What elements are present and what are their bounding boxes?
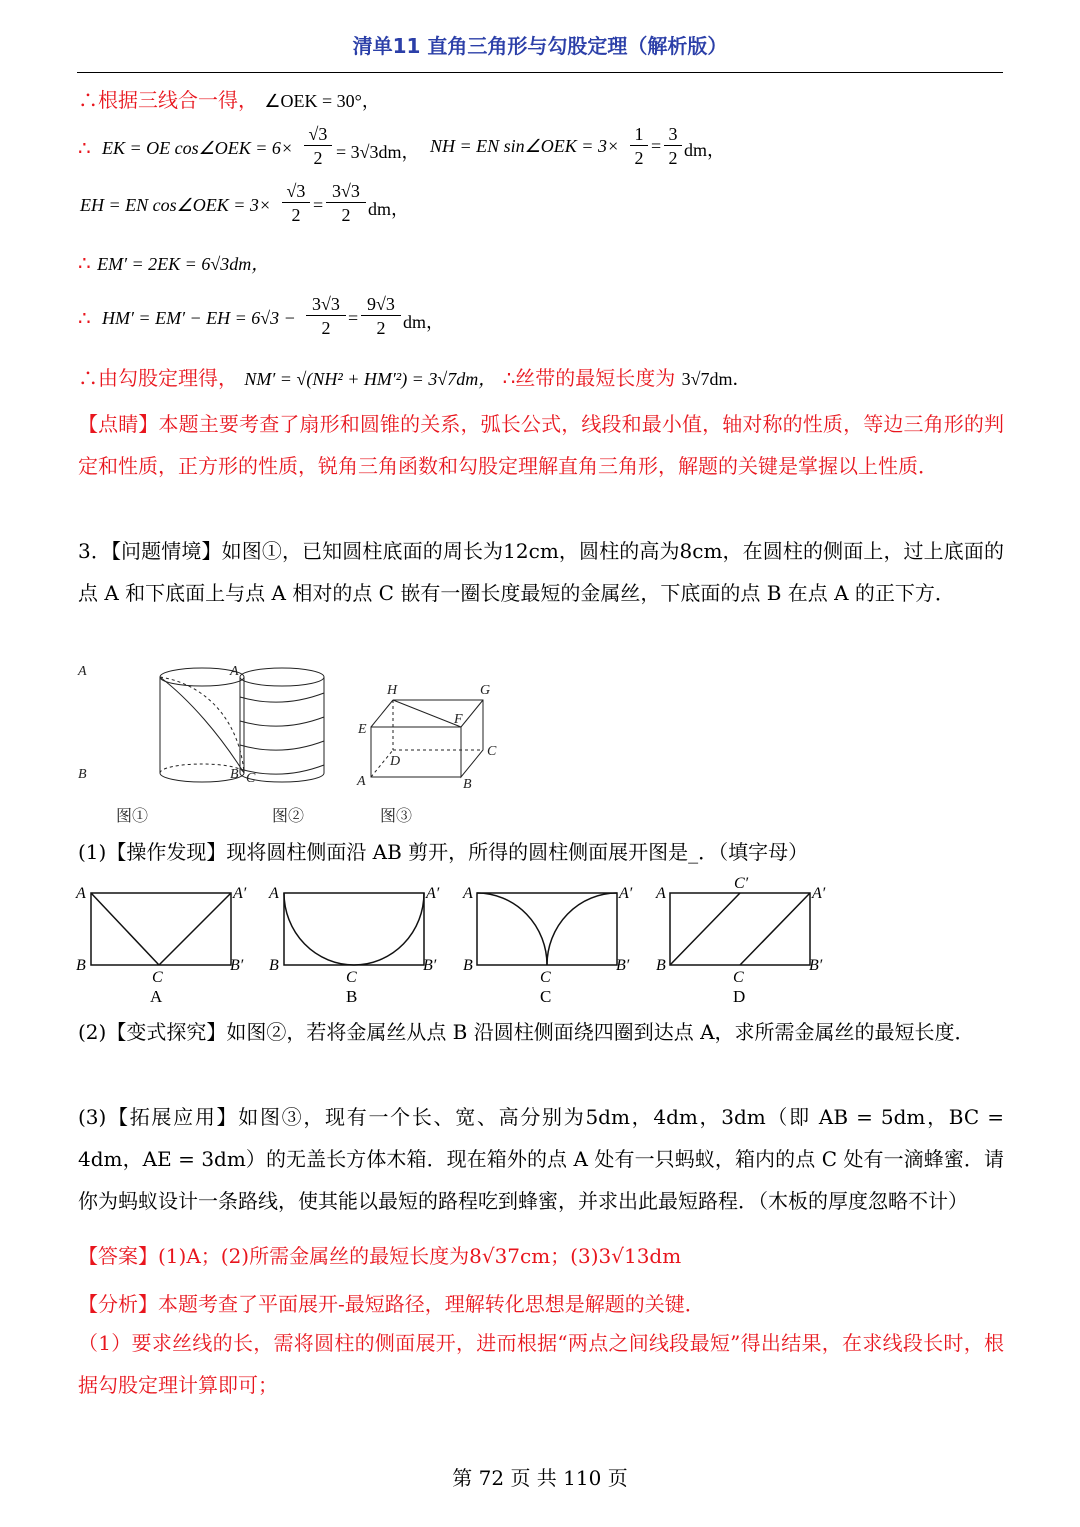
line2-frac3-den: 2 (668, 148, 678, 168)
fig3-label-a: A (357, 774, 366, 789)
line2-frac1-num: √3 (304, 124, 332, 146)
line2-eq: = (651, 136, 662, 156)
problem-3-statement: 3．【问题情境】如图①，已知圆柱底面的周长为12cm，圆柱的高为8cm，在圆柱的侧面上，过上底面的点 A 和下底面上与点 A 相对的点 C 嵌有一圈长度最短的金属丝，下底面的点 B 在点 A 的正下方． (78, 539, 1004, 605)
opt-b-pt-ap: A′ (426, 885, 440, 902)
line4-therefore: ∴ (78, 251, 91, 275)
line5-frac1-num: 3√3 (306, 294, 346, 316)
line3-eq: = (313, 195, 324, 215)
line2-frac1-den: 2 (313, 148, 323, 168)
fig3-label-h: H (387, 683, 398, 698)
opt-d-pt-a: A (656, 885, 666, 902)
fig3-label-b: B (463, 777, 472, 792)
header-rule (77, 72, 1003, 73)
line3-frac1-num: √3 (282, 181, 310, 203)
opt-c-pt-c: C (540, 969, 551, 986)
line1-math: ∠OEK = 30°， (264, 91, 380, 111)
line2-unit: dm， (684, 140, 726, 160)
line6-text-b: ∴丝带的最短长度为 (502, 366, 676, 390)
line2-ek-result: = 3√3dm， (336, 142, 420, 162)
option-b-figure (268, 885, 440, 1006)
line3-frac2-den: 2 (341, 205, 351, 225)
question-3: (3)【拓展应用】如图③，现有一个长、宽、高分别为5dm，4dm，3dm（即 AB = 5dm，BC = 4dm，AE = 3dm）的无盖长方体木箱．现在箱外的点 A 处有一只蚂蚁，箱内的点 C 处有一滴蜂蜜．请你为蚂蚁设计一条路线，使其能以最短的路程吃到蜂蜜，并求出此最短路程．（木板的厚度忽略不计） (78, 1105, 1004, 1213)
line6-text-a: ∴由勾股定理得， (78, 366, 238, 390)
option-d-label: D (733, 987, 746, 1006)
opt-c-pt-ap: A′ (619, 885, 633, 902)
fig3-label-c: C (487, 744, 497, 759)
figure-2-caption: 图② (272, 808, 305, 825)
option-a-figure (75, 885, 247, 1006)
option-c-label: C (540, 987, 552, 1006)
opt-d-pt-ap: A′ (812, 885, 826, 902)
line3-unit: dm， (368, 199, 410, 219)
page-header: 清单11 直角三角形与勾股定理（解析版） (352, 34, 728, 58)
opt-a-pt-b: B (76, 957, 86, 974)
solution-line-4 (78, 250, 269, 276)
line3-frac2-num: 3√3 (326, 181, 366, 203)
line2-frac2-num: 1 (630, 124, 648, 146)
opt-d-pt-b: B (656, 957, 666, 974)
opt-d-pt-c: C (733, 969, 744, 986)
opt-b-pt-b: B (269, 957, 279, 974)
figure-1-caption: 图① (116, 808, 149, 825)
opt-c-pt-bp: B′ (616, 957, 630, 974)
key-point-paragraph: 【点睛】本题主要考查了扇形和圆锥的关系，弧长公式，线段和最小值，轴对称的性质，等边三角形的判定和性质，正方形的性质，锐角三角函数和勾股定理解直角三角形，解题的关键是掌握以上性质． (78, 412, 1004, 478)
line2-ek-formula: EK = OE cos∠OEK = 6× (102, 138, 294, 158)
line5-unit: dm， (403, 312, 445, 332)
opt-b-pt-a: A (269, 885, 279, 902)
figure-3-box (356, 683, 497, 792)
line6-result: 3√7dm． (681, 369, 751, 389)
option-figures (70, 872, 850, 1012)
opt-d-pt-cp: C′ (734, 875, 749, 892)
line2-frac2-den: 2 (634, 148, 644, 168)
opt-c-pt-a: A (463, 885, 473, 902)
figure-2-spiral-cylinder (229, 664, 324, 782)
option-c-figure (462, 885, 633, 1006)
line3-eh-formula: EH = EN cos∠OEK = 3× (80, 195, 272, 215)
fig2-label-b: B (230, 767, 239, 782)
option-a-label: A (150, 987, 163, 1006)
answer-line: 【答案】(1)A；(2)所需金属丝的最短长度为8√37cm；(3)3√13dm (78, 1244, 682, 1268)
page-footer: 第 72 页 共 110 页 (452, 1466, 628, 1490)
solution-line-6 (78, 362, 751, 391)
opt-a-pt-ap: A′ (233, 885, 247, 902)
opt-b-pt-c: C (346, 969, 357, 986)
fig1-label-b: B (78, 767, 87, 782)
fig1-label-a: A (78, 664, 87, 679)
line5-frac2-den: 2 (376, 318, 386, 338)
fig3-label-d: D (390, 754, 401, 769)
line2-nh-formula: NH = EN sin∠OEK = 3× (430, 136, 620, 156)
solution-line-1 (78, 84, 380, 113)
opt-b-pt-bp: B′ (423, 957, 437, 974)
fig2-label-a: A (230, 664, 239, 679)
opt-a-pt-a: A (76, 885, 86, 902)
line5-therefore: ∴ (78, 306, 91, 330)
question-2: (2)【变式探究】如图②，若将金属丝从点 B 沿圆柱侧面绕四圈到达点 A，求所需金属丝的最短长度． (78, 1020, 975, 1044)
figure-3-caption: 图③ (380, 808, 413, 825)
line5-eq: = (348, 308, 359, 328)
line2-frac3-num: 3 (664, 124, 682, 146)
opt-a-pt-c: C (152, 969, 163, 986)
fig3-label-f: F (454, 712, 463, 727)
analysis-line: 【分析】本题考查了平面展开-最短路径，理解转化思想是解题的关键． (78, 1292, 705, 1316)
line1-text: ∴根据三线合一得， (78, 88, 258, 112)
fig3-label-e: E (358, 722, 367, 737)
opt-c-pt-b: B (463, 957, 473, 974)
line4-em-formula: EM′ = 2EK = 6√3dm， (97, 254, 270, 274)
line5-hm-formula: HM′ = EM′ − EH = 6√3 − (102, 308, 296, 328)
line3-frac1-den: 2 (291, 205, 301, 225)
line5-frac1-den: 2 (321, 318, 331, 338)
opt-d-pt-bp: B′ (809, 957, 823, 974)
line6-nm-formula: NM′ = √(NH² + HM′²) = 3√7dm， (244, 369, 497, 389)
analysis-part-1: （1）要求丝线的长，需将圆柱的侧面展开，进而根据“两点之间线段最短”得出结果，在求线段长时，根据勾股定理计算即可； (78, 1331, 1004, 1397)
fig3-label-g: G (480, 683, 491, 698)
option-d-figure (655, 875, 826, 1006)
opt-a-pt-bp: B′ (230, 957, 244, 974)
option-b-label: B (346, 987, 358, 1006)
line5-frac2-num: 9√3 (361, 294, 401, 316)
fig1-label-c: C (246, 771, 256, 786)
line2-therefore: ∴ (78, 136, 91, 160)
question-1: (1)【操作发现】现将圆柱侧面沿 AB 剪开，所得的圆柱侧面展开图是_．（填字母） (78, 840, 809, 864)
